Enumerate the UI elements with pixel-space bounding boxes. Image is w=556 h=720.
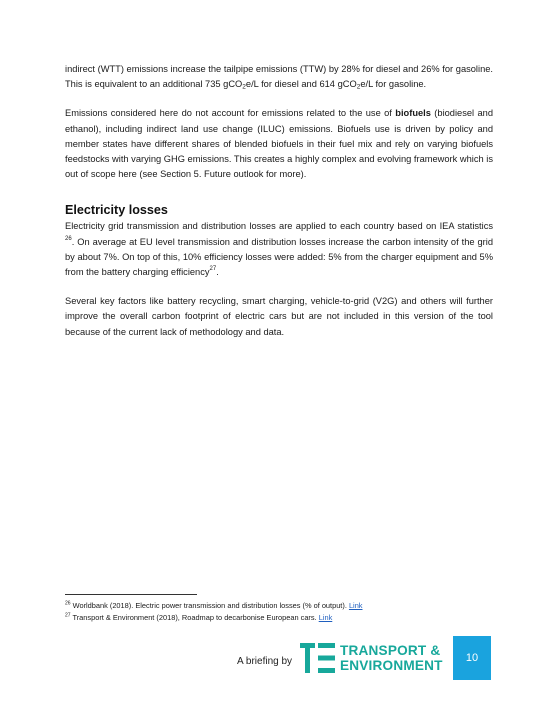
footnote-divider [65, 594, 197, 595]
footnote-ref-26[interactable]: 26 [65, 236, 72, 243]
logo-text-transport: TRANSPORT & [340, 643, 441, 658]
te-logo-icon [300, 641, 336, 675]
footnote-26-link[interactable]: Link [348, 601, 363, 610]
footnotes [65, 600, 505, 623]
transport-environment-logo [300, 641, 448, 675]
main-content [65, 62, 493, 340]
footnote-ref-27[interactable]: 27 [209, 266, 217, 273]
briefing-by-label: A briefing by [237, 656, 293, 667]
paragraph-biofuels: Emissions considered here do not account for emissions related to the use of biofuels (biodiesel and ethanol), including indirect land use change (ILUC) emissions. Biofuels use is driven by policy and member states have different shares of blended biofuels in their fuel mix and rely on varying biofuels feedstocks with varying GHG emissions. This creates a highly complex and evolving framework which is out of scope here (see Section 5. Future outlook for more). [65, 108, 493, 180]
footnote-27: $^{27}$ Transport & Environment (2018), Roadmap to decarbonise European cars. Link [65, 612, 333, 622]
paragraph-key-factors: Several key factors like battery recycling, smart charging, vehicle-to-grid (V2G) and others will further improve the overall carbon footprint of electric cars but are not included in this version of the tool because of the current lack of methodology and data. [65, 296, 493, 337]
paragraph-electricity-losses: Electricity grid transmission and distribution losses are applied to each country based on IEA statistics $^{26}$. On average at EU level transmission and distribution losses increase the carbon intensity of the grid by about 7%. On top of this, 10% efficiency losses were added: 5% from the charger equipment and 5% from the battery charging efficiency$^{27}$. [65, 221, 493, 278]
logo-text-environment: ENVIRONMENT [340, 658, 443, 673]
footnote-26: $^{26}$ Worldbank (2018). Electric power transmission and distribution losses (% of output). Link [65, 600, 363, 610]
paragraph-emissions-wtt: indirect (WTT) emissions increase the tailpipe emissions (TTW) by 28% for diesel and 26% for gasoline. This is equivalent to an additional 735 gCO$_2$e/L for diesel and 614 gCO$_2$e/L for gasoline. [65, 64, 493, 91]
page-number: 10 [453, 636, 491, 680]
footnote-27-link[interactable]: Link [318, 612, 333, 622]
section-heading-electricity-losses: Electricity losses [65, 203, 168, 218]
